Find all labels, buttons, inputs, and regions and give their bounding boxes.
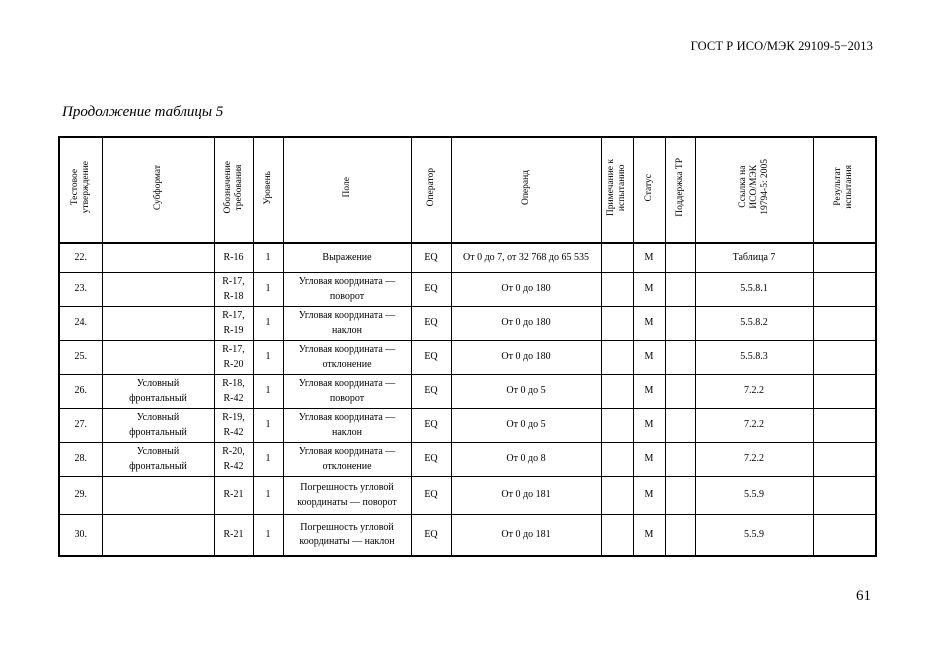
cell-requirement-id: R-18, R-42 [214, 375, 253, 409]
cell-test-result [813, 375, 876, 409]
table-row [59, 307, 876, 341]
cell-test-assertion: 22. [59, 243, 102, 273]
header-tp-support-label: Поддержка ТР [674, 157, 685, 217]
cell-operator: EQ [411, 515, 451, 557]
header-test-note [601, 137, 633, 243]
cell-status: M [633, 341, 665, 375]
header-subformat-label: Субформат [152, 164, 163, 210]
cell-requirement-id: R-17, R-18 [214, 273, 253, 307]
cell-level: 1 [253, 307, 283, 341]
table-body [59, 243, 876, 556]
header-iso-reference-label: Ссылка на ИСО/МЭК 19794-5: 2005 [737, 159, 770, 216]
cell-tp-support [665, 243, 695, 273]
cell-field: Погрешность угловой координаты — поворот [283, 477, 411, 515]
header-field-label: Поле [341, 177, 352, 198]
cell-status: M [633, 307, 665, 341]
cell-test-note [601, 375, 633, 409]
cell-iso-reference: 7.2.2 [695, 409, 813, 443]
cell-subformat [102, 307, 214, 341]
header-field [283, 137, 411, 243]
cell-field: Выражение [283, 243, 411, 273]
header-test-assertion [59, 137, 102, 243]
table-row [59, 273, 876, 307]
cell-iso-reference: 5.5.9 [695, 515, 813, 557]
cell-operator: EQ [411, 409, 451, 443]
page-number: 61 [856, 588, 871, 604]
cell-subformat [102, 515, 214, 557]
cell-field: Погрешность угловой координаты — наклон [283, 515, 411, 557]
cell-requirement-id: R-17, R-20 [214, 341, 253, 375]
cell-operand: От 0 до 5 [451, 375, 601, 409]
cell-test-note [601, 515, 633, 557]
header-tp-support [665, 137, 695, 243]
table-row [59, 341, 876, 375]
cell-status: M [633, 243, 665, 273]
header-operand-label: Операнд [520, 169, 531, 205]
header-status-label: Статус [643, 173, 654, 201]
cell-test-assertion: 26. [59, 375, 102, 409]
cell-test-assertion: 27. [59, 409, 102, 443]
cell-status: M [633, 477, 665, 515]
cell-tp-support [665, 409, 695, 443]
cell-operator: EQ [411, 341, 451, 375]
header-subformat [102, 137, 214, 243]
cell-iso-reference: 5.5.8.2 [695, 307, 813, 341]
cell-test-result [813, 243, 876, 273]
cell-subformat: Условный фронтальный [102, 375, 214, 409]
cell-test-assertion: 29. [59, 477, 102, 515]
table-row [59, 515, 876, 557]
cell-field: Угловая координата — наклон [283, 409, 411, 443]
cell-status: M [633, 273, 665, 307]
header-test-assertion-label: Тестовое утверждение [69, 161, 91, 214]
cell-iso-reference: 5.5.9 [695, 477, 813, 515]
cell-operator: EQ [411, 375, 451, 409]
cell-operator: EQ [411, 273, 451, 307]
cell-test-result [813, 443, 876, 477]
cell-test-assertion: 23. [59, 273, 102, 307]
cell-subformat [102, 477, 214, 515]
cell-test-result [813, 515, 876, 557]
requirements-table [58, 136, 877, 557]
cell-iso-reference: 7.2.2 [695, 443, 813, 477]
cell-operand: От 0 до 180 [451, 341, 601, 375]
cell-level: 1 [253, 243, 283, 273]
cell-test-assertion: 24. [59, 307, 102, 341]
cell-level: 1 [253, 341, 283, 375]
cell-status: M [633, 515, 665, 557]
cell-operand: От 0 до 181 [451, 515, 601, 557]
header-test-note-label: Примечание к испытанию [606, 158, 627, 216]
cell-operand: От 0 до 8 [451, 443, 601, 477]
cell-test-assertion: 28. [59, 443, 102, 477]
cell-test-note [601, 307, 633, 341]
cell-test-note [601, 341, 633, 375]
cell-test-result [813, 273, 876, 307]
cell-test-result [813, 341, 876, 375]
table-caption: Продолжение таблицы 5 [62, 104, 224, 120]
cell-test-note [601, 243, 633, 273]
cell-tp-support [665, 341, 695, 375]
header-status [633, 137, 665, 243]
header-requirement-id-label: Обозначение требования [222, 161, 244, 214]
cell-test-note [601, 443, 633, 477]
cell-level: 1 [253, 477, 283, 515]
cell-field: Угловая координата — отклонение [283, 341, 411, 375]
cell-operand: От 0 до 5 [451, 409, 601, 443]
cell-subformat [102, 273, 214, 307]
cell-tp-support [665, 273, 695, 307]
document-code: ГОСТ Р ИСО/МЭК 29109-5−2013 [690, 39, 873, 53]
cell-test-assertion: 30. [59, 515, 102, 557]
cell-tp-support [665, 443, 695, 477]
header-operator-label: Оператор [425, 168, 436, 207]
cell-subformat [102, 341, 214, 375]
cell-test-result [813, 307, 876, 341]
cell-level: 1 [253, 443, 283, 477]
header-test-result [813, 137, 876, 243]
table-row [59, 477, 876, 515]
header-requirement-id [214, 137, 253, 243]
cell-operand: От 0 до 180 [451, 307, 601, 341]
header-test-result-label: Результат испытания [833, 165, 855, 210]
cell-test-result [813, 477, 876, 515]
cell-field: Угловая координата — наклон [283, 307, 411, 341]
cell-iso-reference: 5.5.8.3 [695, 341, 813, 375]
header-operand [451, 137, 601, 243]
cell-iso-reference: 5.5.8.1 [695, 273, 813, 307]
header-operator [411, 137, 451, 243]
cell-operand: От 0 до 180 [451, 273, 601, 307]
cell-field: Угловая координата — поворот [283, 375, 411, 409]
cell-status: M [633, 375, 665, 409]
table-row [59, 443, 876, 477]
cell-operand: От 0 до 7, от 32 768 до 65 535 [451, 243, 601, 273]
cell-iso-reference: 7.2.2 [695, 375, 813, 409]
cell-tp-support [665, 375, 695, 409]
cell-subformat: Условный фронтальный [102, 409, 214, 443]
cell-tp-support [665, 515, 695, 557]
cell-subformat: Условный фронтальный [102, 443, 214, 477]
cell-subformat [102, 243, 214, 273]
table-row [59, 375, 876, 409]
cell-requirement-id: R-19, R-42 [214, 409, 253, 443]
cell-operand: От 0 до 181 [451, 477, 601, 515]
cell-requirement-id: R-21 [214, 515, 253, 557]
cell-field: Угловая координата — отклонение [283, 443, 411, 477]
cell-level: 1 [253, 409, 283, 443]
cell-level: 1 [253, 375, 283, 409]
cell-test-note [601, 273, 633, 307]
cell-operator: EQ [411, 243, 451, 273]
cell-level: 1 [253, 273, 283, 307]
cell-operator: EQ [411, 443, 451, 477]
cell-tp-support [665, 477, 695, 515]
cell-requirement-id: R-17, R-19 [214, 307, 253, 341]
table-header [59, 137, 876, 243]
cell-requirement-id: R-20, R-42 [214, 443, 253, 477]
cell-requirement-id: R-16 [214, 243, 253, 273]
cell-test-note [601, 477, 633, 515]
cell-field: Угловая координата — поворот [283, 273, 411, 307]
cell-test-result [813, 409, 876, 443]
header-level-label: Уровень [262, 170, 273, 204]
cell-tp-support [665, 307, 695, 341]
cell-operator: EQ [411, 477, 451, 515]
cell-test-note [601, 409, 633, 443]
table-row [59, 409, 876, 443]
cell-requirement-id: R-21 [214, 477, 253, 515]
cell-operator: EQ [411, 307, 451, 341]
header-iso-reference [695, 137, 813, 243]
cell-test-assertion: 25. [59, 341, 102, 375]
cell-level: 1 [253, 515, 283, 557]
header-level [253, 137, 283, 243]
cell-status: M [633, 443, 665, 477]
cell-iso-reference: Таблица 7 [695, 243, 813, 273]
table-row [59, 243, 876, 273]
cell-status: M [633, 409, 665, 443]
